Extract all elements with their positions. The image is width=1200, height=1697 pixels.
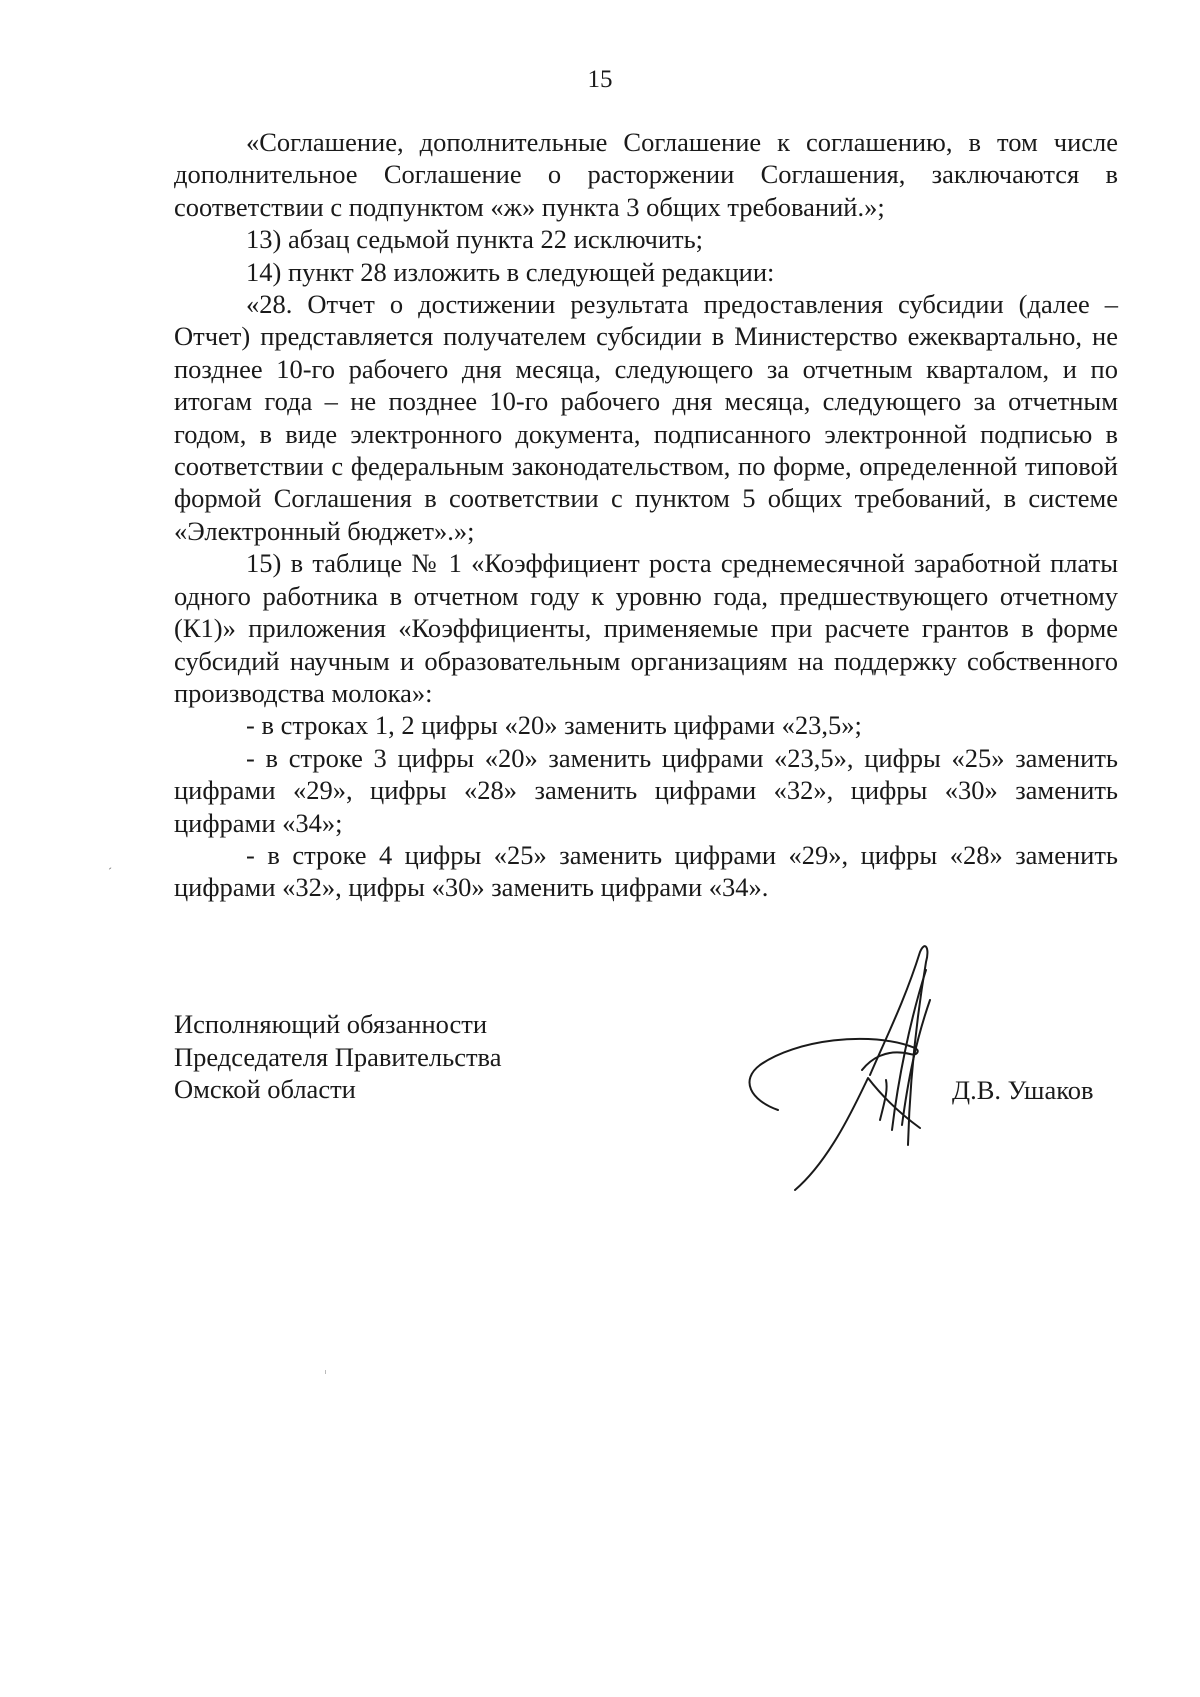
paragraph-item-13: 13) абзац седьмой пункта 22 исключить; bbox=[246, 224, 704, 255]
position-line-3: Омской области bbox=[174, 1074, 356, 1104]
signatory-position bbox=[174, 1008, 502, 1106]
position-line-2: Председателя Правительства bbox=[174, 1041, 502, 1072]
paragraph-row-3: - в строке 3 цифры «20» заменить цифрами «23,5», цифры «25» заменить цифрами «29», цифры «28» заменить цифрами «32», цифры «30» заменить цифрами «34»; bbox=[174, 742, 1118, 838]
handwritten-signature bbox=[720, 930, 980, 1220]
paragraph-point-28: «28. Отчет о достижении результата предоставления субсидии (далее – Отчет) представляется получателем субсидии в Министерство ежеквартально, не позднее 10-го рабочего дня месяца, следующего за отчетным кварталом, и по итогам года – не позднее 10-го рабочего дня месяца, следующего за отчетным годом, в виде электронного документа, подписанного электронной подписью в соответствии с федеральным законодательством, по форме, определенной типовой формой Соглашения в соответствии с пунктом 5 общих требований, в системе «Электронный бюджет».»; bbox=[174, 289, 1118, 546]
page-number: 15 bbox=[587, 66, 613, 93]
position-line-1: Исполняющий обязанности bbox=[174, 1009, 488, 1039]
stray-mark: ˊ bbox=[108, 865, 112, 879]
paragraph-item-14: 14) пункт 28 изложить в следующей редакции: bbox=[246, 256, 775, 287]
paragraph-rows-1-2: - в строках 1, 2 цифры «20» заменить цифрами «23,5»; bbox=[246, 710, 862, 741]
paragraph-agreement-clause: «Соглашение, дополнительные Соглашение к соглашению, в том числе дополнительное Соглашение о расторжении Соглашения, заключаются в соответствии с подпунктом «ж» пункта 3 общих требований.»; bbox=[174, 127, 1118, 222]
scan-speck bbox=[325, 1370, 326, 1374]
signer-name: Д.В. Ушаков bbox=[952, 1075, 1094, 1105]
paragraph-item-15: 15) в таблице № 1 «Коэффициент роста среднемесячной заработной платы одного работника в отчетном году к уровню года, предшествующего отчетному (К1)» приложения «Коэффициенты, применяемые при расчете грантов в форме субсидий научным и образовательным организациям на поддержку собственного производства молока»: bbox=[174, 548, 1118, 708]
paragraph-row-4: - в строке 4 цифры «25» заменить цифрами «29», цифры «28» заменить цифрами «32», цифры «30» заменить цифрами «34». bbox=[174, 839, 1118, 903]
document-body bbox=[174, 126, 1118, 904]
